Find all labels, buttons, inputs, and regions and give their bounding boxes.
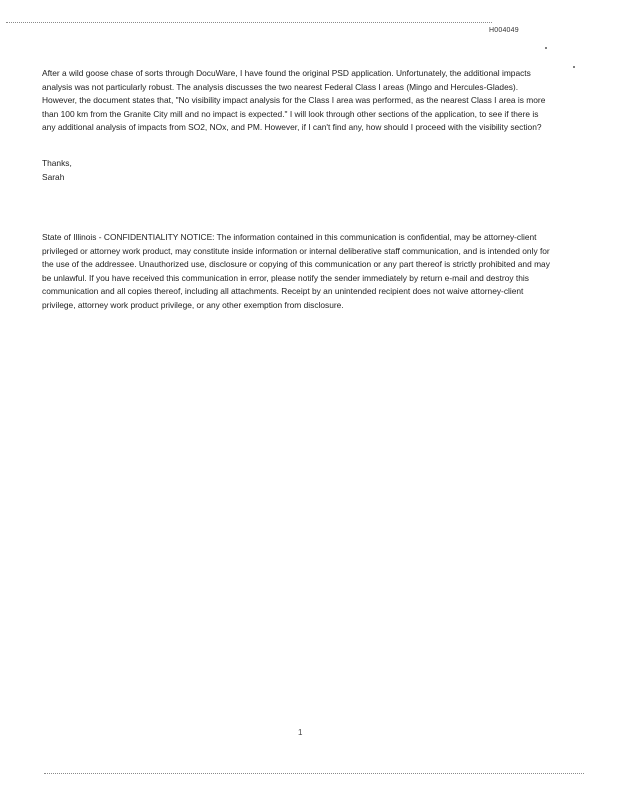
email-signature: Sarah — [42, 171, 65, 182]
scan-edge-top — [6, 22, 492, 23]
email-closing: Thanks, — [42, 158, 72, 168]
confidentiality-notice — [42, 231, 554, 312]
scan-speck — [573, 66, 575, 68]
email-body-paragraph: After a wild goose chase of sorts through DocuWare, I have found the original PSD application. Unfortunately, the additional impacts analysis was not particularly robust. The analysis discusses the two nearest Federal Class I areas (Mingo and Hercules-Glades). However, the document states that, "No visibility impact analysis for the Class I area was performed, as the nearest Class I area is more than 100 km from the Granite City mill and no impact is expected." I will look through other sections of the application, to see if there is any additional analysis of impacts from SO2, NOx, and PM. However, if I can't find any, how should I proceed with the visibility section? — [42, 68, 546, 132]
email-signoff — [42, 157, 554, 184]
page-number: 1 — [298, 728, 303, 737]
bates-number: H004049 — [489, 27, 519, 34]
scan-edge-bottom — [44, 773, 584, 774]
email-body — [42, 67, 554, 135]
scan-speck — [545, 47, 547, 49]
confidentiality-notice-text: State of Illinois - CONFIDENTIALITY NOTICE: The information contained in this communication is confidential, may be attorney-client privileged or attorney work product, may constitute inside information or internal deliberative staff communication, and is intended only for the use of the addressee. Unauthorized use, disclosure or copying of this communication or any part thereof is strictly prohibited and may be unlawful. If you have received this communication in error, please notify the sender immediately by return e-mail and destroy this communication and all copies thereof, including all attachments. Receipt by an unintended recipient does not waive attorney-client privilege, attorney work product privilege, or any other exemption from disclosure. — [42, 232, 550, 310]
